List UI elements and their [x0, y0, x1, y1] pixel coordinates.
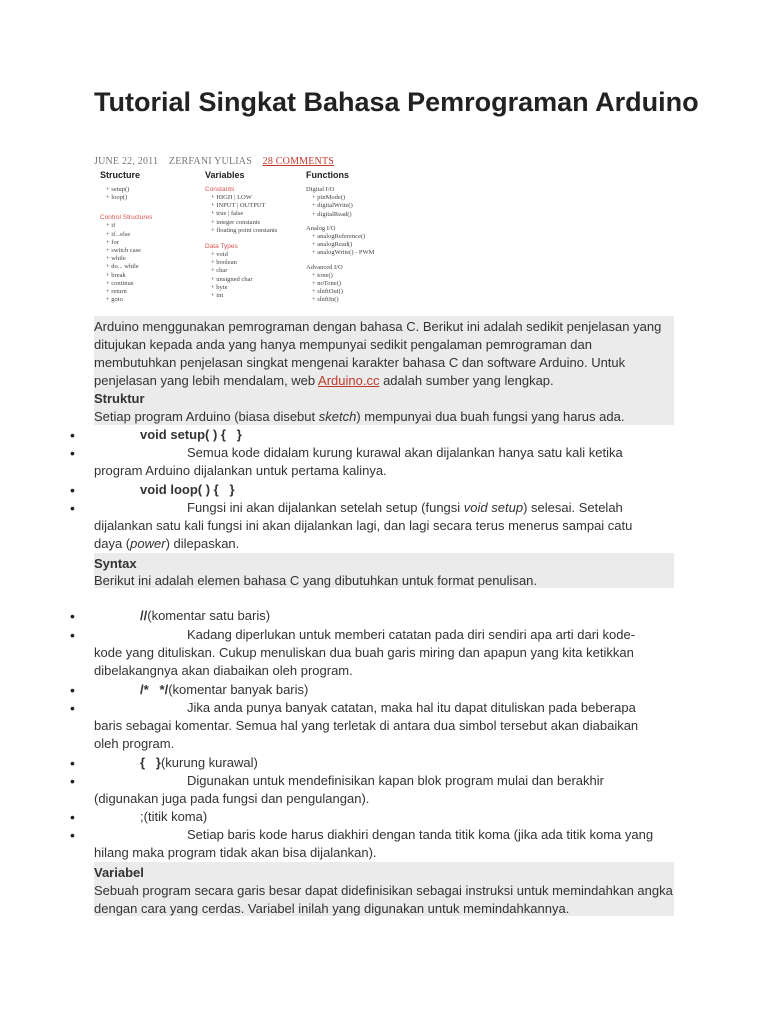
- ref-variables-column: [205, 170, 305, 300]
- ref-item: + digitalRead(): [312, 210, 352, 218]
- loop-description: Fungsi ini akan dijalankan setelah setup (fungsi void setup) selesai. Setelah dijalankan satu kali fungsi ini akan dijalankan lagi, dan lagi secara terus menerus sampai catu daya (power) dilepaskan.: [94, 500, 633, 551]
- ref-item: + integer constants: [211, 218, 261, 226]
- syntax-semicolon-description: Setiap baris kode harus diakhiri dengan tanda titik koma (jika ada titik koma yang hilang maka program tidak akan bisa dijalankan).: [94, 827, 654, 860]
- ref-item: + analogReference(): [312, 233, 366, 241]
- bullet-marker: •: [70, 500, 75, 516]
- setup-function-label: void setup( ) { }: [140, 427, 242, 442]
- syntax-text: Berikut ini adalah elemen bahasa C yang dibutuhkan untuk format penulisan.: [94, 573, 538, 588]
- ref-item: + shiftIn(): [312, 296, 339, 304]
- ref-item: + while: [106, 255, 126, 263]
- ref-item: + goto: [106, 296, 123, 304]
- ref-item: + char: [211, 267, 228, 275]
- page-title: Tutorial Singkat Bahasa Pemrograman Arduino: [94, 87, 699, 117]
- syntax-comment-description: Kadang diperlukan untuk memberi catatan pada diri sendiri apa arti dari kode-kode yang dituliskan. Cukup menuliskan dua buah garis miring dan apapun yang kita ketikkan dibelakangnya akan diabaikan oleh program.: [94, 627, 636, 678]
- syntax-item-multiline-comment: /* */(komentar banyak baris): [140, 682, 309, 697]
- ref-digital-heading: Digital I/O: [306, 186, 335, 193]
- bullet-marker: •: [70, 700, 75, 716]
- bullet-marker: •: [70, 773, 75, 789]
- ref-item: + int: [211, 292, 224, 300]
- heading-struktur: Struktur: [94, 391, 145, 406]
- bullet-marker: •: [70, 755, 75, 771]
- syntax-multiline-description: Jika anda punya banyak catatan, maka hal itu dapat dituliskan pada beberapa baris sebagai komentar. Semua hal yang terletak di antara dua simbol tersebut akan diabaikan oleh program.: [94, 700, 639, 751]
- ref-item: + switch case: [106, 247, 142, 255]
- ref-constants-heading: Constants: [205, 186, 235, 193]
- arduino-reference-image: [100, 170, 375, 318]
- ref-item: + boolean: [211, 259, 237, 267]
- ref-item: + pinMode(): [312, 194, 346, 202]
- ref-item: + floating point constants: [211, 226, 278, 234]
- ref-item: + return: [106, 288, 127, 296]
- ref-item: + if: [106, 222, 116, 230]
- ref-item: + do... while: [106, 263, 139, 271]
- ref-advanced-heading: Advanced I/O: [306, 263, 343, 271]
- heading-syntax: Syntax: [94, 556, 137, 571]
- intro-paragraph: Arduino menggunakan pemrograman dengan bahasa C. Berikut ini adalah sedikit penjelasan yang ditujukan kepada anda yang hanya mempunyai sedikit pengalaman pemrograman dan membutuhkan penjelasan singkat mengenai karakter bahasa C dan software Arduino. Untuk penjelasan yang lebih mendalam, web Arduino.cc adalah sumber yang lengkap.: [94, 319, 662, 388]
- ref-item: + analogWrite() - PWM: [312, 249, 375, 257]
- ref-item: + continue: [106, 279, 134, 287]
- syntax-braces-description: Digunakan untuk mendefinisikan kapan blok program mulai dan berakhir (digunakan juga pada fungsi dan pengulangan).: [94, 773, 604, 806]
- ref-item: + true | false: [211, 210, 244, 218]
- ref-control-heading: Control Structures: [100, 214, 153, 222]
- bullet-marker: •: [70, 608, 75, 624]
- variabel-text: Sebuah program secara garis besar dapat didefinisikan sebagai instruksi untuk memindahkan angka dengan cara yang cerdas. Variabel inilah yang digunakan untuk memindahkannya.: [94, 883, 673, 916]
- bullet-marker: •: [70, 482, 75, 498]
- ref-item: + INPUT | OUTPUT: [211, 202, 266, 210]
- syntax-item-comment: //(komentar satu baris): [140, 608, 271, 623]
- post-author[interactable]: ZERFANI YULIAS: [168, 156, 252, 167]
- ref-item: + shiftOut(): [312, 288, 343, 296]
- ref-item: + unsigned char: [211, 275, 253, 283]
- post-meta: [94, 156, 342, 167]
- bullet-marker: •: [70, 445, 75, 461]
- ref-item: + for: [106, 238, 119, 246]
- bullet-marker: •: [70, 682, 75, 698]
- ref-item: + setup(): [106, 186, 130, 193]
- ref-item: + break: [106, 271, 126, 279]
- loop-function-label: void loop( ) { }: [140, 482, 235, 497]
- heading-variabel: Variabel: [94, 865, 144, 880]
- ref-item: + if...else: [106, 230, 131, 238]
- struktur-text: Setiap program Arduino (biasa disebut sketch) mempunyai dua buah fungsi yang harus ada.: [94, 409, 625, 424]
- ref-item: + byte: [211, 283, 228, 291]
- bullet-marker: •: [70, 627, 75, 643]
- ref-functions-column: [306, 170, 376, 305]
- ref-types-heading: Data Types: [205, 243, 238, 251]
- ref-item: + void: [211, 251, 228, 259]
- ref-item: + HIGH | LOW: [211, 194, 252, 201]
- setup-description: Semua kode didalam kurung kurawal akan dijalankan hanya satu kali ketika program Arduino dijalankan untuk pertama kalinya.: [94, 445, 623, 478]
- ref-structure-heading: Structure: [100, 170, 141, 180]
- bullet-marker: •: [70, 427, 75, 443]
- ref-analog-heading: Analog I/O: [306, 224, 336, 232]
- ref-structure-column: [100, 170, 195, 304]
- ref-variables-heading: Variables: [205, 170, 245, 180]
- ref-item: + analogRead(): [312, 241, 353, 249]
- ref-item: + loop(): [106, 194, 128, 202]
- ref-item: + digitalWrite(): [312, 202, 353, 210]
- post-date: JUNE 22, 2011: [94, 156, 159, 167]
- arduino-cc-link[interactable]: Arduino.cc: [318, 373, 380, 388]
- ref-functions-heading: Functions: [306, 170, 349, 180]
- comments-link[interactable]: 28 COMMENTS: [262, 156, 335, 167]
- syntax-item-semicolon: ;(titik koma): [140, 809, 208, 824]
- bullet-marker: •: [70, 809, 75, 825]
- ref-item: + noTone(): [312, 280, 342, 288]
- syntax-item-braces: { }(kurung kurawal): [140, 755, 258, 770]
- bullet-marker: •: [70, 827, 75, 843]
- ref-item: + tone(): [312, 271, 333, 279]
